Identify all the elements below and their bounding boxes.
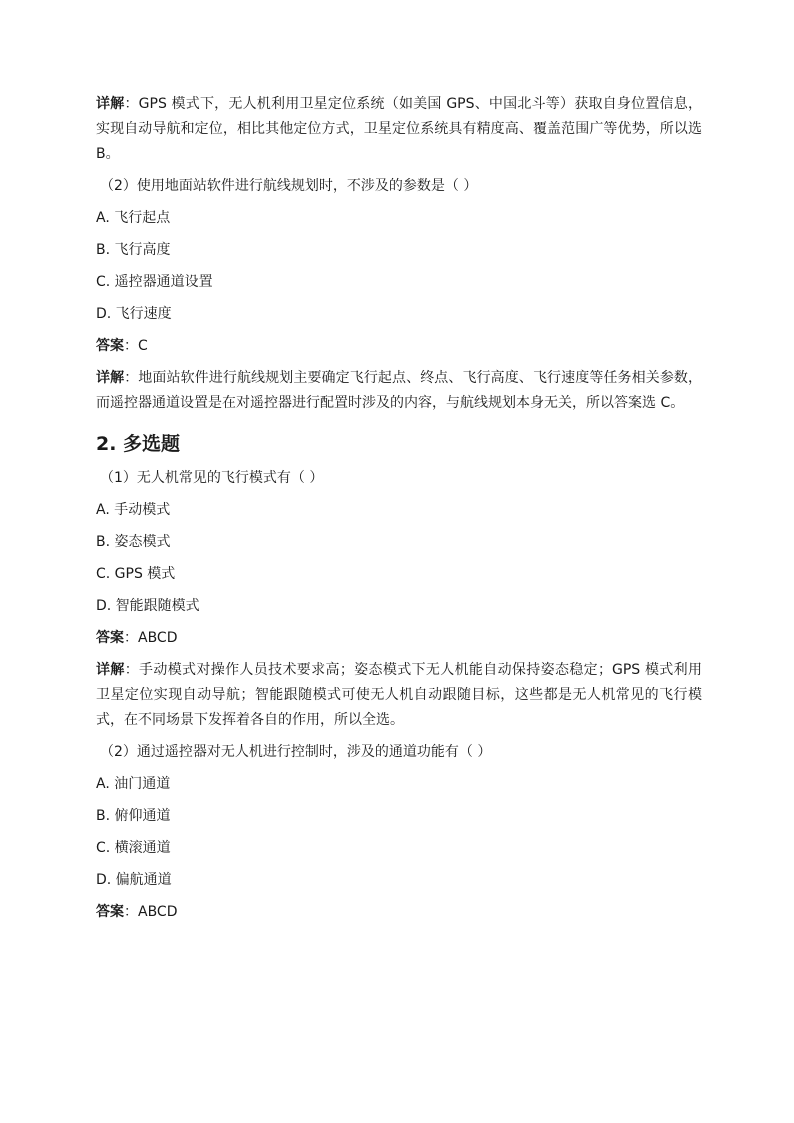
option-b: B. 飞行高度 [96,242,171,258]
question-stem: （2）使用地面站软件进行航线规划时，不涉及的参数是（ ） [100,178,478,194]
answer-label: 答案 [96,904,124,920]
option-a: A. 油门通道 [96,776,171,792]
option-d: D. 偏航通道 [96,872,172,888]
question-stem: （2）通过遥控器对无人机进行控制时，涉及的通道功能有（ ） [100,744,492,760]
document-page [96,92,702,932]
option-a: A. 手动模式 [96,502,171,518]
option-c: C. 横滚通道 [96,840,171,856]
option-d: D. 智能跟随模式 [96,598,200,614]
section-heading: 2. 多选题 [96,433,181,455]
option-b: B. 俯仰通道 [96,808,171,824]
answer-text: ：C [124,338,148,354]
explanation-label: 详解 [96,96,125,112]
explanation-text: ：手动模式对操作人员技术要求高；姿态模式下无人机能自动保持姿态稳定；GPS 模式利用卫星定位实现自动导航；智能跟随模式可使无人机自动跟随目标，这些都是无人机常见的飞行模式，在不同场景下发挥着各自的作用，所以全选。 [96,662,702,728]
option-a: A. 飞行起点 [96,210,171,226]
answer-line [96,900,702,925]
explanation-paragraph [96,658,702,733]
answer-label: 答案 [96,630,124,646]
explanation-label: 详解 [96,370,125,386]
answer-label: 答案 [96,338,124,354]
option-b: B. 姿态模式 [96,534,171,550]
explanation-text: ：地面站软件进行航线规划主要确定飞行起点、终点、飞行高度、飞行速度等任务相关参数，而遥控器通道设置是在对遥控器进行配置时涉及的内容，与航线规划本身无关，所以答案选 C。 [96,370,703,411]
question-stem: （1）无人机常见的飞行模式有（ ） [100,470,324,486]
answer-line [96,334,702,359]
explanation-label: 详解 [96,662,125,678]
explanation-paragraph [96,366,702,416]
explanation-text: ：GPS 模式下，无人机利用卫星定位系统（如美国 GPS、中国北斗等）获取自身位置信息，实现自动导航和定位，相比其他定位方式，卫星定位系统具有精度高、覆盖范围广等优势，所以选 B。 [96,96,702,162]
option-d: D. 飞行速度 [96,306,172,322]
answer-text: ：ABCD [124,904,178,920]
option-c: C. GPS 模式 [96,566,176,582]
option-c: C. 遥控器通道设置 [96,274,213,290]
answer-line [96,626,702,651]
explanation-paragraph [96,92,702,167]
answer-text: ：ABCD [124,630,178,646]
